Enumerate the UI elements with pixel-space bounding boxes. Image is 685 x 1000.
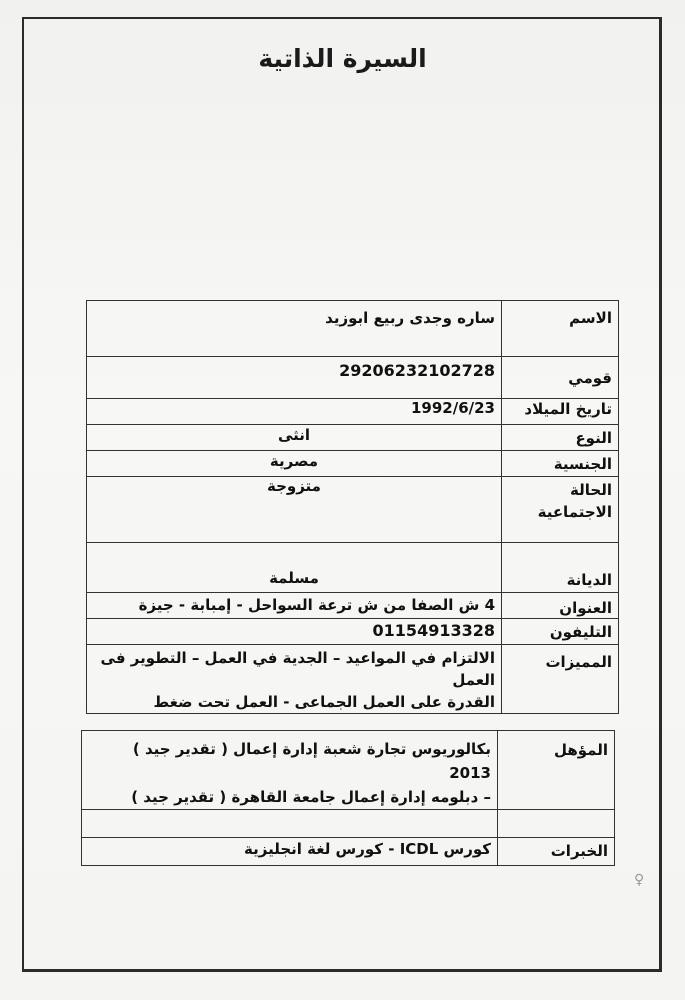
religion-value: مسلمة [87,543,502,593]
marital-status-label: الحالة الاجتماعية [502,477,619,543]
qualification-label: المؤهل [498,731,615,810]
gender-label: النوع [502,425,619,451]
table-row [87,619,619,645]
religion-label: الديانة [502,543,619,593]
nationality-label: الجنسية [502,451,619,477]
birth-date-value: 1992/6/23 [87,399,502,425]
table-row [82,838,615,866]
marital-status-value: متزوجة [87,477,502,543]
female-sign-icon: ♀ [634,872,645,888]
table-row [82,810,615,838]
personal-info-table [86,300,619,714]
name-label: الاسم [502,301,619,357]
gender-value: انثى [87,425,502,451]
nationality-value: مصرية [87,451,502,477]
national-id-label: قومي [502,357,619,399]
address-value: 4 ش الصفا من ش ترعة السواحل - إمبابة - جيزة [87,593,502,619]
table-row [87,543,619,593]
table-row [87,399,619,425]
features-line-2: القدرة على العمل الجماعى - العمل تحت ضغط [153,693,495,711]
experience-label: الخبرات [498,838,615,866]
table-row [87,645,619,714]
table-row [87,357,619,399]
qualification-line-1: بكالوريوس تجارة شعبة إدارة إعمال ( تقدير جيد ) 2013 [132,740,491,782]
table-row [87,451,619,477]
education-table [81,730,615,866]
national-id-value: 29206232102728 [87,357,502,399]
table-row [87,477,619,543]
table-row [87,301,619,357]
name-value: ساره وجدى ربيع ابوزيد [87,301,502,357]
table-row [87,593,619,619]
features-label: المميزات [502,645,619,714]
table-row [82,731,615,810]
table-row [87,425,619,451]
address-label: العنوان [502,593,619,619]
page-title: السيرة الذاتية [258,44,427,73]
phone-label: التليفون [502,619,619,645]
qualification-line-2: – دبلومه إدارة إعمال جامعة القاهرة ( تقدير جيد ) [131,788,491,806]
empty-value-cell [82,810,498,838]
experience-value: كورس ICDL - كورس لغة انجليزية [82,838,498,866]
features-line-1: الالتزام في المواعيد – الجدية في العمل – التطوير فى العمل [100,649,495,689]
birth-date-label: تاريخ الميلاد [502,399,619,425]
empty-label-cell [498,810,615,838]
phone-value: 01154913328 [87,619,502,645]
